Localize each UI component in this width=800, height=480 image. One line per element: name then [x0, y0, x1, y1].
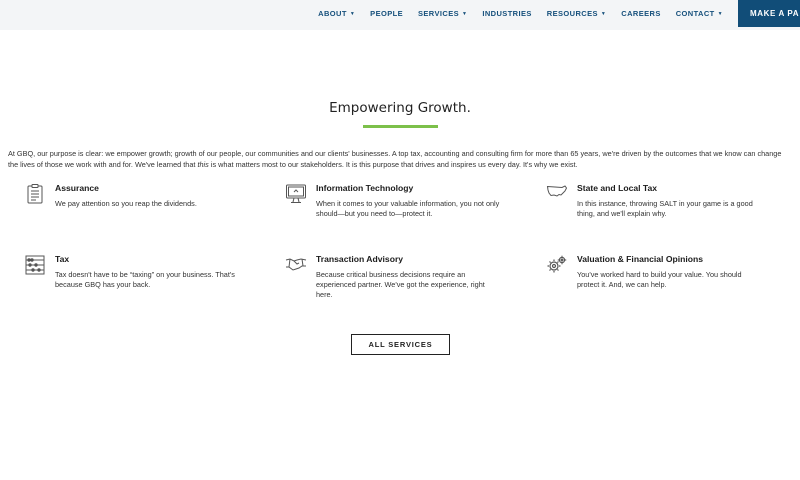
nav-careers-label: CAREERS [621, 9, 661, 18]
nav-contact[interactable] [676, 9, 723, 18]
service-description: Tax doesn't have to be “taxing” on your business. That's because GBQ has your back. [55, 270, 235, 289]
nav-resources[interactable] [547, 9, 606, 18]
intro-paragraph [8, 149, 793, 170]
chevron-down-icon: ▼ [717, 10, 723, 17]
service-description: You've worked hard to build your value. You should protect it. And, we can help. [577, 270, 742, 289]
nav-careers[interactable] [621, 9, 660, 18]
nav-services[interactable] [418, 9, 467, 18]
main-nav [318, 0, 800, 27]
service-description: We pay attention so you reap the dividends. [55, 199, 197, 208]
usa-map-icon [546, 183, 568, 205]
nav-about-label: ABOUT [318, 9, 347, 18]
nav-people[interactable] [370, 9, 403, 18]
service-title: Tax [55, 254, 70, 264]
service-title: State and Local Tax [577, 183, 658, 193]
nav-industries-label: INDUSTRIES [482, 9, 532, 18]
nav-resources-label: RESOURCES [546, 9, 598, 18]
service-title: Transaction Advisory [316, 254, 404, 264]
nav-industries[interactable] [482, 9, 531, 18]
chevron-down-icon: ▼ [462, 10, 468, 17]
service-description: When it comes to your valuable information, you not only should—but you need to—protect it. [316, 199, 500, 218]
intro-text-end: is what matters most to our stakeholders. It is this purpose that drives and inspires us every day. It's why we exist. [208, 159, 578, 169]
top-navigation-bar [0, 0, 800, 30]
nav-contact-label: CONTACT [675, 9, 715, 18]
service-description: Because critical business decisions require an experienced partner. We've got the experience, right here. [316, 270, 485, 299]
service-title: Valuation & Financial Opinions [577, 254, 704, 264]
chevron-down-icon: ▼ [349, 10, 356, 17]
clipboard-icon [24, 183, 46, 205]
make-a-payment-button[interactable]: MAKE A PA [738, 0, 800, 27]
nav-people-label: PEOPLE [370, 9, 403, 18]
abacus-icon [24, 254, 46, 276]
all-services-button[interactable]: ALL SERVICES [351, 334, 450, 355]
chevron-down-icon: ▼ [600, 10, 607, 17]
service-title: Assurance [55, 183, 99, 193]
service-title: Information Technology [316, 183, 414, 193]
nav-services-label: SERVICES [418, 9, 459, 18]
service-description: In this instance, throwing SALT in your game is a good thing, and we'll explain why. [577, 199, 753, 218]
page-title: Empowering Growth. [329, 100, 471, 116]
nav-about[interactable] [318, 9, 355, 18]
accent-divider [363, 125, 438, 128]
intro-text-emphasis: this [197, 159, 209, 169]
monitor-icon [285, 183, 307, 205]
handshake-icon [285, 254, 307, 276]
gears-icon [546, 254, 568, 276]
intro-text-start: At GBQ, our purpose is clear: we empower growth; growth of our people, our communities and our clients' businesses. A top tax, accounting and consulting firm for more than 65 years, we're driven by the outcomes that we know can change the lives of those we work with and for. We've learned that [8, 149, 782, 169]
